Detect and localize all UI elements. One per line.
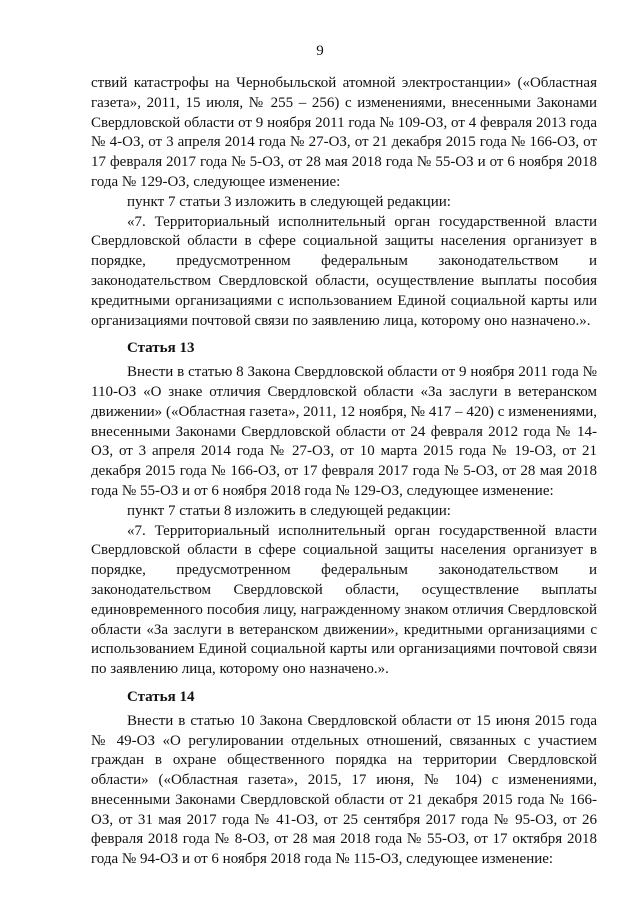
paragraph-amendment-text: «7. Территориальный исполнительный орган государственной власти Свердловской области в сфере социальной защиты населения организует в порядке, предусмотренном федеральным законодательством и законодательством Свердловской области, осуществление выплаты пособия кредитными организациями с использованием Единой социальной карты или организациями почтовой связи по заявлению лица, которому оно назначено.». (91, 213, 597, 329)
page-number: 9 (316, 43, 324, 59)
paragraph-continuation: ствий катастрофы на Чернобыльской атомной электростанции» («Областная газета», 2011, 15 июля, № 255 – 256) с изменениями, внесенными Законами Свердловской области от 9 ноября 2011 года № 109-ОЗ, от 4 февраля 2013 года № 4-ОЗ, от 3 апреля 2014 года № 27-ОЗ, от 21 декабря 2015 года № 166-ОЗ, от 17 февраля 2017 года № 5-ОЗ, от 28 мая 2018 года № 55-ОЗ и от 6 ноября 2018 года № 129-ОЗ, следующее изменение: (91, 75, 597, 190)
paragraph-amendment-instruction: пункт 7 статьи 3 изложить в следующей редакции: (127, 193, 451, 210)
article-14-heading: Статья 14 (127, 688, 195, 705)
document-body (91, 74, 597, 870)
article-13-paragraph-1: Внести в статью 8 Закона Свердловской области от 9 ноября 2011 года № 110-ОЗ «О знаке отличия Свердловской области «За заслуги в ветеранском движении» («Областная газета», 2011, 12 ноября, № 417 – 420) с изменениями, внесенными Законами Свердловской области от 24 февраля 2012 года № 14-ОЗ, от 3 апреля 2014 года № 27-ОЗ, от 10 марта 2015 года № 19-ОЗ, от 21 декабря 2015 года № 166-ОЗ, от 17 февраля 2017 года № 5-ОЗ, от 28 мая 2018 года № 55-ОЗ и от 6 ноября 2018 года № 129-ОЗ, следующее изменение: (91, 364, 597, 499)
article-14-paragraph-1: Внести в статью 10 Закона Свердловской области от 15 июня 2015 года № 49-ОЗ «О регулировании отдельных отношений, связанных с участием граждан в охране общественного порядка на территории Свердловской области» («Областная газета», 2015, 17 июня, № 104) с изменениями, внесенными Законами Свердловской области от 21 декабря 2015 года № 166-ОЗ, от 31 мая 2017 года № 41-ОЗ, от 25 сентября 2017 года № 95-ОЗ, от 26 февраля 2018 года № 8-ОЗ, от 28 мая 2018 года № 55-ОЗ, от 17 октября 2018 года № 94-ОЗ и от 6 ноября 2018 года № 115-ОЗ, следующее изменение: (91, 712, 597, 868)
article-13-heading: Статья 13 (127, 340, 195, 357)
article-13-paragraph-3: «7. Территориальный исполнительный орган государственной власти Свердловской области в сфере социальной защиты населения организует в порядке, предусмотренном федеральным законодательством и законодательством Свердловской области, осуществление выплаты единовременного пособия лицу, награжденному знаком отличия Свердловской области «За заслуги в ветеранском движении», кредитными организациями с использованием Единой социальной карты или организациями почтовой связи по заявлению лица, которому оно назначено.». (91, 522, 597, 678)
article-13-paragraph-2: пункт 7 статьи 8 изложить в следующей редакции: (127, 502, 451, 519)
